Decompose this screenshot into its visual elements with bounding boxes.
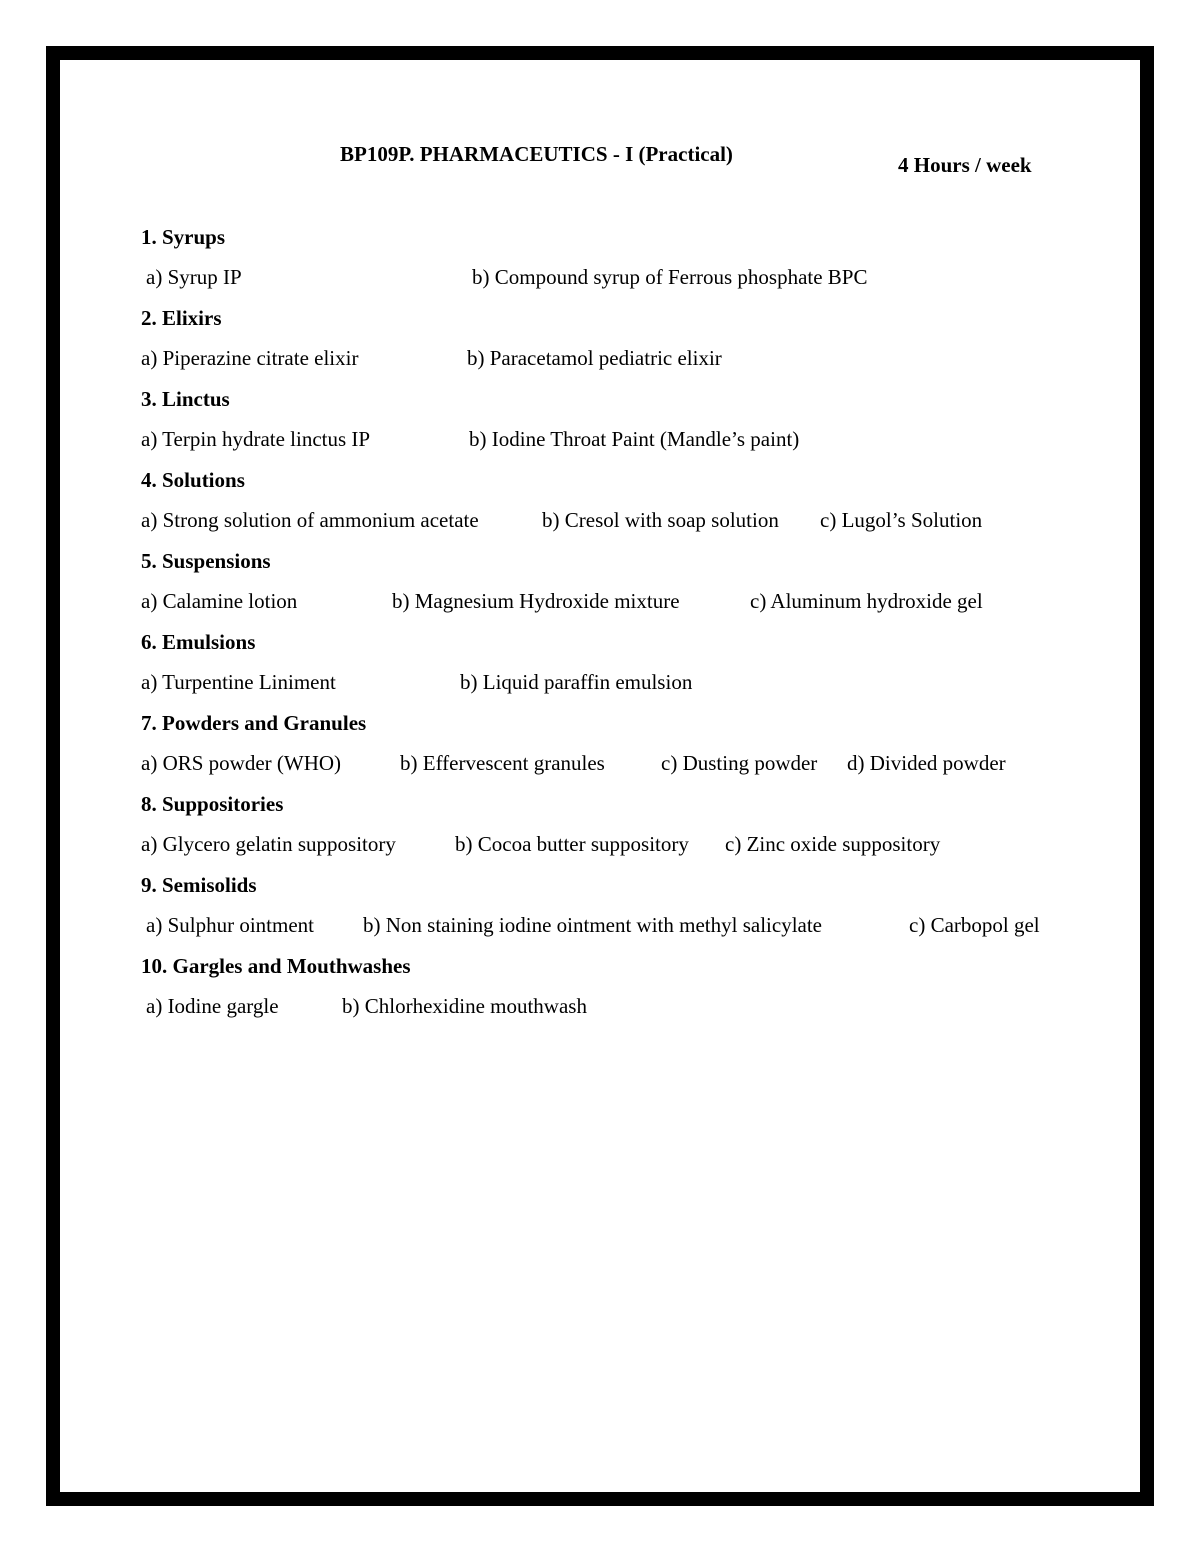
list-item: a) Terpin hydrate linctus IP bbox=[141, 427, 371, 451]
section-emulsions bbox=[141, 627, 1081, 708]
section-powders-granules bbox=[141, 708, 1081, 789]
list-item: a) Glycero gelatin suppository bbox=[141, 832, 396, 856]
list-item: b) Paracetamol pediatric elixir bbox=[467, 346, 722, 370]
section-items bbox=[141, 748, 1081, 789]
section-items bbox=[141, 505, 1081, 546]
list-item: c) Carbopol gel bbox=[909, 913, 1040, 937]
list-item: a) ORS powder (WHO) bbox=[141, 751, 342, 775]
section-heading: 4. Solutions bbox=[141, 468, 245, 492]
list-item: b) Liquid paraffin emulsion bbox=[460, 670, 693, 694]
section-semisolids bbox=[141, 870, 1081, 951]
list-item: b) Cocoa butter suppository bbox=[455, 832, 689, 856]
section-suppositories bbox=[141, 789, 1081, 870]
section-gargles-mouthwashes bbox=[141, 951, 1081, 1032]
section-items bbox=[141, 910, 1081, 951]
hours-per-week: 4 Hours / week bbox=[898, 153, 1032, 177]
list-item: b) Cresol with soap solution bbox=[542, 508, 779, 532]
list-item: c) Zinc oxide suppository bbox=[725, 832, 941, 856]
list-item: b) Compound syrup of Ferrous phosphate BPC bbox=[472, 265, 868, 289]
section-items bbox=[141, 262, 1081, 303]
list-item: c) Dusting powder bbox=[661, 751, 818, 775]
section-items bbox=[141, 991, 1081, 1032]
section-linctus bbox=[141, 384, 1081, 465]
list-item: a) Calamine lotion bbox=[141, 589, 298, 613]
section-solutions bbox=[141, 465, 1081, 546]
list-item: a) Sulphur ointment bbox=[146, 913, 314, 937]
section-heading: 6. Emulsions bbox=[141, 630, 256, 654]
section-items bbox=[141, 343, 1081, 384]
section-heading: 10. Gargles and Mouthwashes bbox=[141, 954, 411, 978]
section-items bbox=[141, 424, 1081, 465]
section-heading: 7. Powders and Granules bbox=[141, 711, 367, 735]
section-heading: 1. Syrups bbox=[141, 225, 226, 249]
section-heading: 3. Linctus bbox=[141, 387, 230, 411]
section-heading: 2. Elixirs bbox=[141, 306, 222, 330]
list-item: b) Iodine Throat Paint (Mandle’s paint) bbox=[469, 427, 800, 451]
list-item: c) Lugol’s Solution bbox=[820, 508, 983, 532]
section-heading: 9. Semisolids bbox=[141, 873, 257, 897]
list-item: a) Syrup IP bbox=[146, 265, 242, 289]
section-items bbox=[141, 667, 1081, 708]
list-item: a) Turpentine Liniment bbox=[141, 670, 336, 694]
list-item: a) Iodine gargle bbox=[146, 994, 279, 1018]
list-item: b) Magnesium Hydroxide mixture bbox=[392, 589, 680, 613]
list-item: a) Piperazine citrate elixir bbox=[141, 346, 359, 370]
section-items bbox=[141, 586, 1081, 627]
document-title: BP109P. PHARMACEUTICS - I (Practical) bbox=[340, 142, 733, 166]
list-item: b) Chlorhexidine mouthwash bbox=[342, 994, 587, 1018]
list-item: b) Non staining iodine ointment with methyl salicylate bbox=[363, 913, 823, 937]
section-heading: 5. Suspensions bbox=[141, 549, 271, 573]
practical-list bbox=[141, 222, 1081, 1032]
section-heading: 8. Suppositories bbox=[141, 792, 284, 816]
section-syrups bbox=[141, 222, 1081, 303]
list-item: c) Aluminum hydroxide gel bbox=[750, 589, 983, 613]
list-item: d) Divided powder bbox=[847, 751, 1006, 775]
list-item: b) Effervescent granules bbox=[400, 751, 605, 775]
section-elixirs bbox=[141, 303, 1081, 384]
section-suspensions bbox=[141, 546, 1081, 627]
list-item: a) Strong solution of ammonium acetate bbox=[141, 508, 479, 532]
section-items bbox=[141, 829, 1081, 870]
